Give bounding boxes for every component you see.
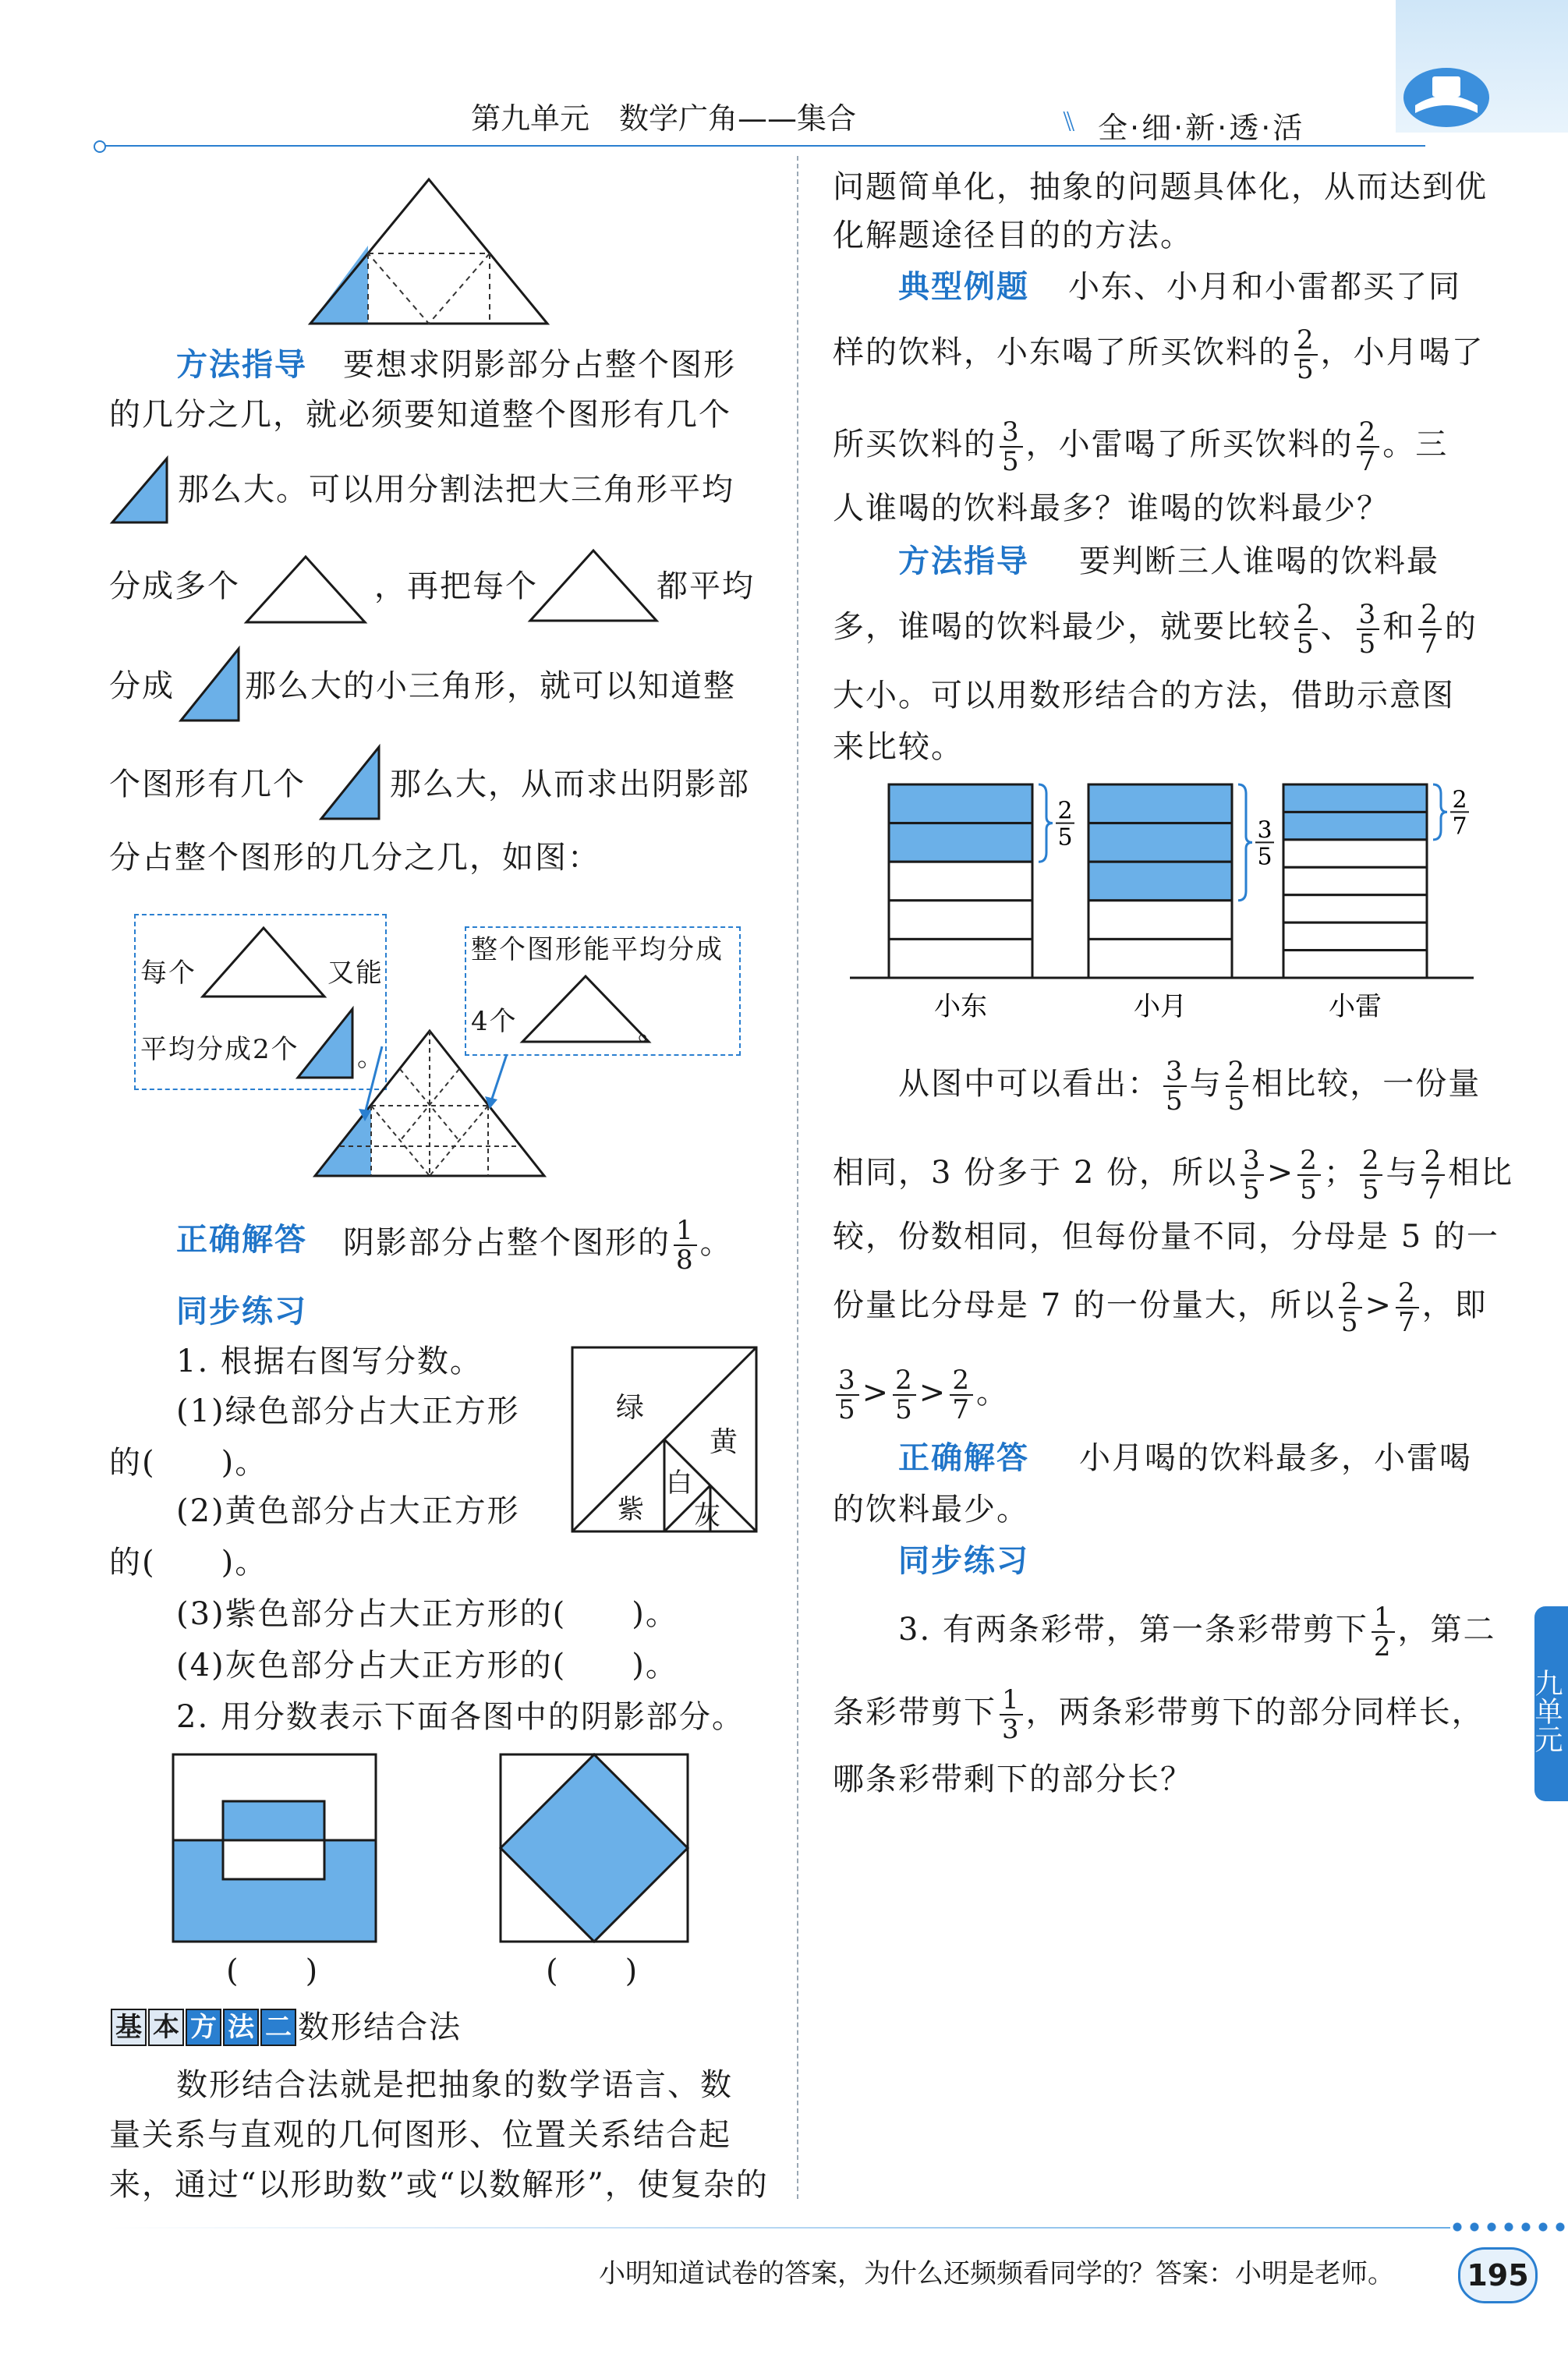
summary-4: 份量比分母是 7 的一份量大，所以 $\frac{2}{5}$ > $\frac{2}{7}$ ，即 bbox=[833, 1277, 1488, 1338]
practice-label-left: 同步练习 bbox=[176, 1294, 307, 1329]
method-text-4b: ，再把每个 bbox=[374, 568, 538, 604]
method-right-3: 大小。可以用数形结合的方法，借助示意图 bbox=[833, 678, 1455, 713]
method-text-4a: 分成多个 bbox=[109, 568, 240, 604]
bar-1-part-4 bbox=[889, 901, 1032, 940]
tag-ji: 基 bbox=[111, 2009, 147, 2046]
example-3: 所买饮料的 $\frac{3}{5}$ ，小雷喝了所买饮料的 $\frac{2}{7}$ 。三 bbox=[833, 416, 1449, 477]
bar-2-label-num: 3 bbox=[1257, 816, 1272, 844]
q2-blank-1[interactable]: ( ) bbox=[226, 1953, 320, 1989]
fraction-2-5-d: $\frac{2}{5}$ bbox=[1297, 1146, 1321, 1204]
fraction-2-5-c: $\frac{2}{5}$ bbox=[1226, 1057, 1249, 1115]
bar-3-part-5 bbox=[1283, 895, 1427, 922]
bar-2-part-3 bbox=[1088, 862, 1232, 901]
method-text-6a: 个图形有几个 bbox=[109, 767, 306, 802]
q1-2b: 的( )。 bbox=[109, 1545, 268, 1581]
bar-3-brace bbox=[1433, 784, 1447, 840]
fraction-1-2: $\frac{1}{2}$ bbox=[1372, 1603, 1395, 1661]
label-yellow: 黄 bbox=[710, 1426, 740, 1458]
triangle-outline-icon-2 bbox=[527, 547, 660, 624]
box1-text-c: 平均分成2个 bbox=[140, 1034, 299, 1065]
footer-riddle: 小明知道试卷的答案，为什么还频频看同学的？答案：小明是老师。 bbox=[599, 2258, 1394, 2289]
bar-3-label-den: 7 bbox=[1452, 813, 1467, 841]
fraction-2-7-b: $\frac{2}{7}$ bbox=[1418, 600, 1442, 658]
tag-fa: 法 bbox=[223, 2009, 259, 2046]
q1-1a: (1)绿色部分占大正方形 bbox=[176, 1393, 520, 1429]
right-p1: 问题简单化，抽象的问题具体化，从而达到优 bbox=[833, 169, 1488, 205]
fraction-3-5-c: $\frac{3}{5}$ bbox=[1163, 1057, 1187, 1115]
bar-2-part-1 bbox=[1088, 784, 1232, 823]
summary-1: 从图中可以看出： $\frac{3}{5}$ 与 $\frac{2}{5}$ 相比较，一份量 bbox=[898, 1056, 1481, 1117]
box2-text-a: 整个图形能平均分成 bbox=[471, 934, 724, 965]
bar-1-part-1 bbox=[889, 784, 1032, 823]
bar-3-part-4 bbox=[1283, 867, 1427, 894]
bar-3-part-3 bbox=[1283, 840, 1427, 867]
unit-side-tab[interactable]: 九单元 bbox=[1534, 1606, 1568, 1801]
fraction-1-8: $\frac{1}{8}$ bbox=[674, 1216, 697, 1274]
box2-text-b: 4个 bbox=[471, 1006, 518, 1037]
method-text-3: 那么大。可以用分割法把大三角形平均 bbox=[178, 472, 734, 508]
header-rule-dot bbox=[94, 140, 106, 153]
method-text-2: 的几分之几，就必须要知道整个图形有几个 bbox=[109, 397, 731, 433]
fraction-2-7-a: $\frac{2}{7}$ bbox=[1357, 418, 1380, 476]
label-green: 绿 bbox=[616, 1392, 646, 1424]
bar-2-part-5 bbox=[1088, 939, 1232, 978]
summary-3: 较，份数相同，但每份量不同，分母是 5 的一 bbox=[833, 1219, 1499, 1255]
method-text-5b: 那么大的小三角形，就可以知道整 bbox=[245, 668, 736, 704]
box1-text-b: 又能 bbox=[327, 958, 384, 989]
bar-1-part-3 bbox=[889, 862, 1032, 901]
method-text-4c: 都平均 bbox=[657, 568, 755, 604]
example-2: 样的饮料，小东喝了所买饮料的 $\frac{2}{5}$ ，小月喝了 bbox=[833, 324, 1485, 385]
triangle-outline-icon-1 bbox=[243, 554, 368, 625]
fraction-2-7-c: $\frac{2}{7}$ bbox=[1421, 1146, 1445, 1204]
method-text-7: 分占整个图形的几分之几，如图： bbox=[109, 840, 600, 876]
header-rule bbox=[100, 145, 1425, 147]
right-p2: 化解题途径目的的方法。 bbox=[833, 218, 1193, 253]
method2-p3: 来，通过“以形助数”或“以数解形”，使复杂的 bbox=[109, 2167, 769, 2203]
fraction-2-5-e: $\frac{2}{5}$ bbox=[1360, 1146, 1383, 1204]
method-right-1: 要判断三人谁喝的饮料最 bbox=[1079, 543, 1439, 579]
header-slogan: 全·细·新·透·活 bbox=[1098, 111, 1305, 145]
method-text-5a: 分成 bbox=[109, 668, 175, 704]
page-number: 195 bbox=[1458, 2247, 1538, 2303]
q2-title: 2. 用分数表示下面各图中的阴影部分。 bbox=[176, 1699, 745, 1735]
q1-2a: (2)黄色部分占大正方形 bbox=[176, 1493, 520, 1529]
answer-text: 阴影部分占整个图形的 bbox=[343, 1225, 671, 1261]
method-right-4: 来比较。 bbox=[833, 729, 964, 765]
column-divider bbox=[797, 156, 798, 2199]
fraction-2-5-a: $\frac{2}{5}$ bbox=[1294, 326, 1318, 384]
unit-title: 第九单元 数学广角——集合 bbox=[471, 101, 857, 136]
bar-2-part-2 bbox=[1088, 823, 1232, 862]
fraction-2-5-g: $\frac{2}{5}$ bbox=[893, 1366, 916, 1424]
box2-text-c: 。 bbox=[638, 1015, 666, 1046]
label-white: 白 bbox=[666, 1468, 694, 1499]
summary-2: 相同，3 份多于 2 份，所以 $\frac{3}{5}$ > $\frac{2}{5}$ ； $\frac{2}{5}$ 与 $\frac{2}{7}$ 相比 bbox=[833, 1145, 1514, 1206]
big-triangle-figure bbox=[304, 175, 554, 327]
bar-1-part-2 bbox=[889, 823, 1032, 862]
example-1: 小东、小月和小雷都买了同 bbox=[1068, 269, 1461, 305]
example-label: 典型例题 bbox=[898, 269, 1029, 305]
bar-2-label-den: 5 bbox=[1257, 843, 1272, 871]
bar-1-label-den: 5 bbox=[1057, 823, 1073, 851]
q1-1b: 的( )。 bbox=[109, 1445, 268, 1481]
pointer-arrows bbox=[343, 1045, 530, 1123]
method2-title: 数形结合法 bbox=[298, 2009, 462, 2045]
bar-1-part-5 bbox=[889, 939, 1032, 978]
q1-title: 1. 根据右图写分数。 bbox=[176, 1344, 483, 1379]
fraction-2-5-f: $\frac{2}{5}$ bbox=[1339, 1279, 1362, 1337]
tag-er: 二 bbox=[260, 2009, 296, 2046]
summary-5: $\frac{3}{5}$ > $\frac{2}{5}$ > $\frac{2}{7}$ 。 bbox=[833, 1366, 1009, 1424]
method2-p2: 量关系与直观的几何图形、位置关系结合起 bbox=[109, 2117, 731, 2153]
q2-figure-1 bbox=[172, 1753, 377, 1943]
label-purple: 紫 bbox=[618, 1494, 646, 1525]
example-4: 人谁喝的饮料最多？谁喝的饮料最少？ bbox=[833, 490, 1389, 526]
footer-dots bbox=[1449, 2221, 1566, 2233]
box1-text-a: 每个 bbox=[140, 958, 196, 989]
q1-4: (4)灰色部分占大正方形的( )。 bbox=[176, 1648, 678, 1683]
q3-line-1: 3. 有两条彩带，第一条彩带剪下 $\frac{1}{2}$ ，第二 bbox=[898, 1602, 1496, 1662]
bar-3-part-6 bbox=[1283, 922, 1427, 950]
bar-3-part-1 bbox=[1283, 784, 1427, 812]
answer-label-right: 正确解答 bbox=[898, 1440, 1029, 1476]
fraction-2-7-d: $\frac{2}{7}$ bbox=[1396, 1279, 1419, 1337]
answer-right-2: 的饮料最少。 bbox=[833, 1492, 1029, 1528]
q3-line-2: 条彩带剪下 $\frac{1}{3}$ ，两条彩带剪下的部分同样长， bbox=[833, 1684, 1485, 1745]
method2-p1: 数形结合法就是把抽象的数学语言、数 bbox=[176, 2067, 733, 2103]
method2-tags bbox=[111, 2009, 296, 2046]
q1-3: (3)紫色部分占大正方形的( )。 bbox=[176, 1596, 678, 1632]
fraction-2-5-b: $\frac{2}{5}$ bbox=[1294, 600, 1318, 658]
box1-triangle-outline bbox=[200, 925, 327, 1000]
small-triangle-icon-2 bbox=[178, 646, 242, 724]
method-label-right: 方法指导 bbox=[898, 543, 1029, 579]
answer-right-1: 小月喝的饮料最多，小雷喝 bbox=[1079, 1440, 1472, 1476]
slogan-mark: ⑊ bbox=[1060, 106, 1078, 138]
label-gray: 灰 bbox=[694, 1500, 722, 1531]
bar-comparison-chart bbox=[850, 772, 1474, 1029]
footer-rule bbox=[109, 2227, 1450, 2229]
answer-text-left: 阴影部分占整个图形的 $\frac{1}{8}$ 。 bbox=[343, 1215, 733, 1276]
bar-3-name: 小雷 bbox=[1329, 991, 1382, 1022]
fraction-3-5-a: $\frac{3}{5}$ bbox=[1000, 418, 1023, 476]
q3-line-3: 哪条彩带剩下的部分长？ bbox=[833, 1761, 1193, 1797]
practice-label-right: 同步练习 bbox=[898, 1543, 1029, 1579]
tag-fang: 方 bbox=[186, 2009, 221, 2046]
method-text-6b: 那么大，从而求出阴影部 bbox=[390, 767, 750, 802]
bar-3-part-7 bbox=[1283, 951, 1427, 978]
method-text-1: 要想求阴影部分占整个图形 bbox=[343, 347, 736, 383]
bar-2-name: 小月 bbox=[1134, 991, 1187, 1022]
fraction-2-7-e: $\frac{2}{7}$ bbox=[950, 1366, 973, 1424]
fraction-3-5-e: $\frac{3}{5}$ bbox=[836, 1366, 859, 1424]
method-right-2: 多，谁喝的饮料最少，就要比较 $\frac{2}{5}$ 、 $\frac{3}{5}$ 和 $\frac{2}{7}$ 的 bbox=[833, 599, 1478, 660]
bar-3-part-2 bbox=[1283, 812, 1427, 839]
tag-ben: 本 bbox=[148, 2009, 184, 2046]
q2-blank-2[interactable]: ( ) bbox=[546, 1953, 639, 1989]
fraction-1-3: $\frac{1}{3}$ bbox=[1000, 1686, 1023, 1744]
bar-2-part-4 bbox=[1088, 901, 1232, 940]
box1-text-d: 。 bbox=[357, 1042, 385, 1073]
bar-1-label-num: 2 bbox=[1057, 797, 1073, 825]
bar-1-brace bbox=[1039, 784, 1053, 862]
bar-2-brace bbox=[1238, 784, 1252, 901]
small-triangle-icon bbox=[109, 455, 170, 526]
small-triangle-icon-3 bbox=[318, 744, 382, 822]
answer-label-left: 正确解答 bbox=[176, 1222, 307, 1258]
q2-figure-2 bbox=[499, 1753, 689, 1943]
bar-3-label-num: 2 bbox=[1452, 786, 1467, 814]
fraction-3-5-b: $\frac{3}{5}$ bbox=[1357, 600, 1380, 658]
method-label-left: 方法指导 bbox=[176, 347, 307, 383]
fraction-3-5-d: $\frac{3}{5}$ bbox=[1241, 1146, 1264, 1204]
bar-1-name: 小东 bbox=[934, 991, 987, 1022]
book-logo-icon bbox=[1400, 62, 1493, 133]
